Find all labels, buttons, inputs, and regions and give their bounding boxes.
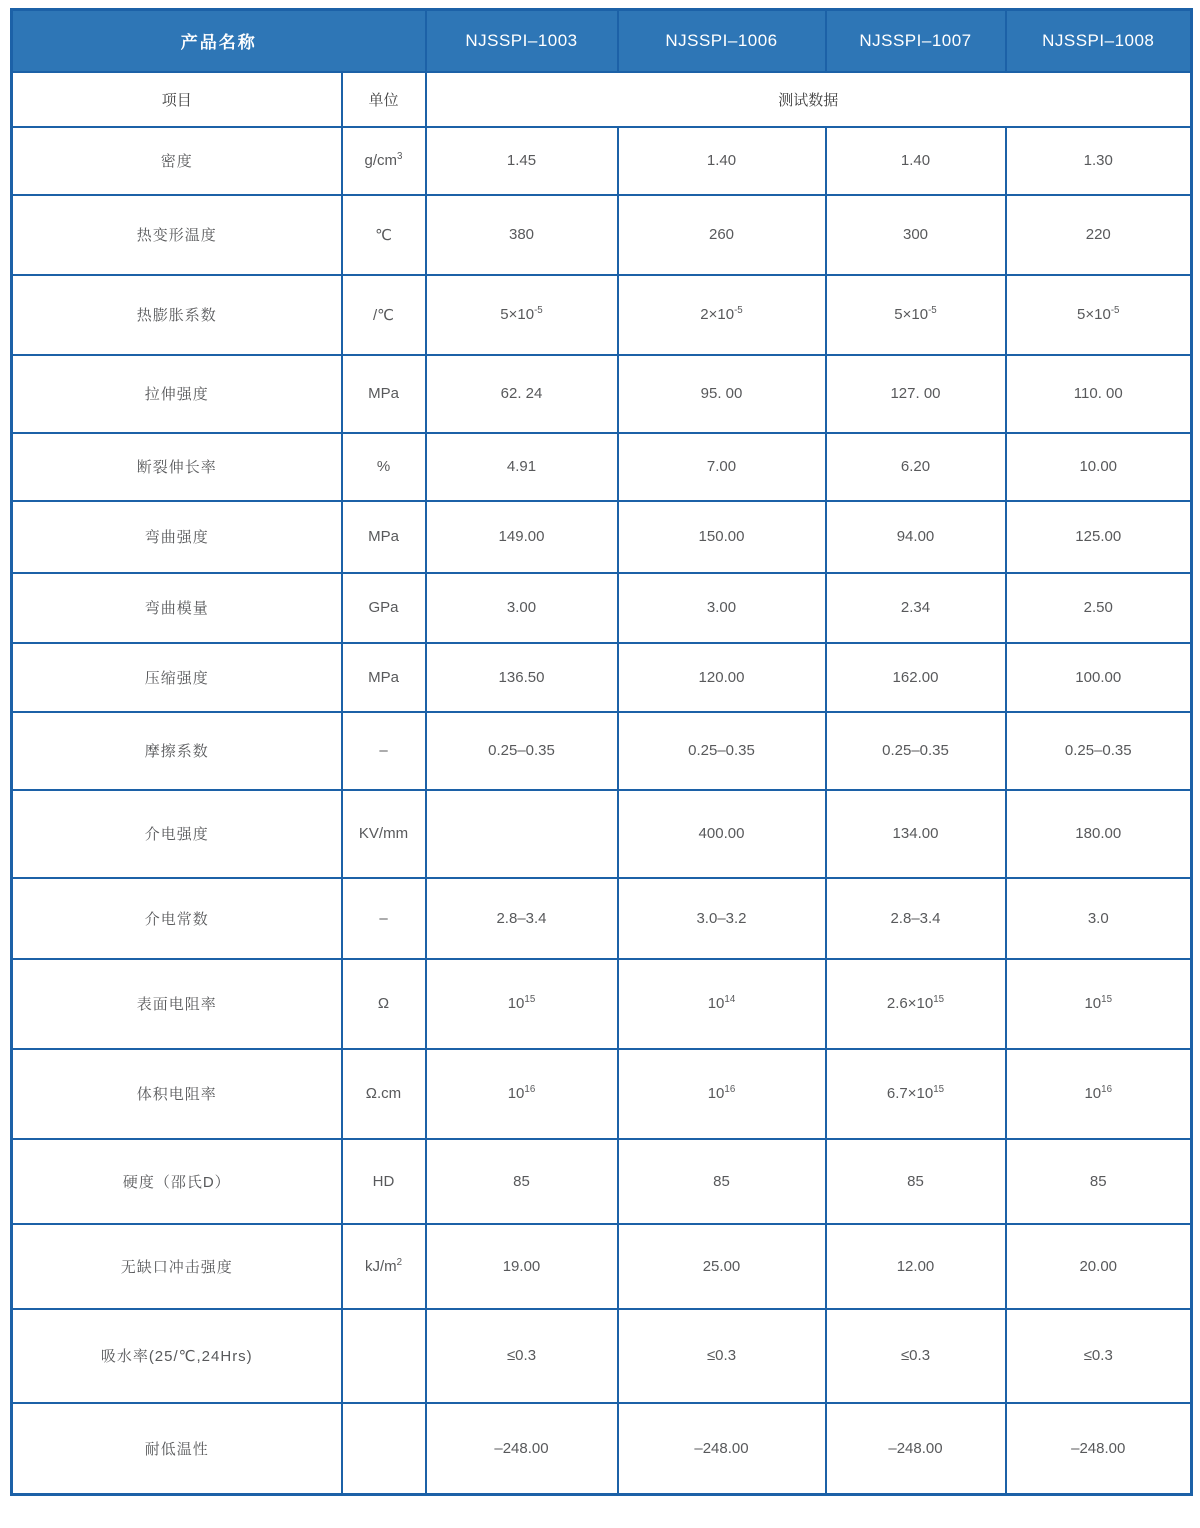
- item-cell: 耐低温性: [12, 1403, 342, 1495]
- unit-cell: $g/cm^3$: [342, 127, 426, 195]
- value-cell: 19.00: [426, 1224, 618, 1309]
- item-cell: 硬度（邵氏D）: [12, 1139, 342, 1224]
- value-cell: 0.25–0.35: [426, 712, 618, 790]
- value-cell: 2.50: [1006, 573, 1192, 643]
- unit-cell: Ω: [342, 959, 426, 1049]
- value-cell: 180.00: [1006, 790, 1192, 878]
- item-cell: 拉伸强度: [12, 355, 342, 433]
- unit-cell: [342, 1403, 426, 1495]
- table-row: [12, 1224, 1192, 1309]
- value-cell: 120.00: [618, 643, 826, 712]
- value-cell: –248.00: [1006, 1403, 1192, 1495]
- product-column-header-1003: NJSSPI–1003: [426, 10, 618, 72]
- item-cell: 体积电阻率: [12, 1049, 342, 1139]
- table-row: [12, 1139, 1192, 1224]
- value-cell: 3.0: [1006, 878, 1192, 959]
- table-row: [12, 790, 1192, 878]
- value-cell: –248.00: [826, 1403, 1006, 1495]
- value-cell: 3.00: [426, 573, 618, 643]
- value-cell: 3.0–3.2: [618, 878, 826, 959]
- table-row: [12, 1403, 1192, 1495]
- table-row: [12, 355, 1192, 433]
- table-row: [12, 878, 1192, 959]
- value-cell: 0.25–0.35: [618, 712, 826, 790]
- value-cell: 127. 00: [826, 355, 1006, 433]
- item-cell: 无缺口冲击强度: [12, 1224, 342, 1309]
- value-cell: $10^{15}$: [426, 959, 618, 1049]
- value-cell: 12.00: [826, 1224, 1006, 1309]
- item-cell: 压缩强度: [12, 643, 342, 712]
- value-cell: 2.34: [826, 573, 1006, 643]
- value-cell: 10.00: [1006, 433, 1192, 501]
- product-spec-table: [10, 8, 1193, 1496]
- item-cell: 弯曲模量: [12, 573, 342, 643]
- unit-cell: HD: [342, 1139, 426, 1224]
- table-row: [12, 127, 1192, 195]
- item-cell: 密度: [12, 127, 342, 195]
- value-cell: $10^{16}$: [426, 1049, 618, 1139]
- product-column-header-1007: NJSSPI–1007: [826, 10, 1006, 72]
- value-cell: 2.8–3.4: [426, 878, 618, 959]
- unit-cell: GPa: [342, 573, 426, 643]
- product-column-header-1008: NJSSPI–1008: [1006, 10, 1192, 72]
- unit-cell: Ω.cm: [342, 1049, 426, 1139]
- value-cell: 1.45: [426, 127, 618, 195]
- value-cell: 0.25–0.35: [826, 712, 1006, 790]
- value-cell: 94.00: [826, 501, 1006, 573]
- value-cell: $10^{15}$: [1006, 959, 1192, 1049]
- unit-cell: KV/mm: [342, 790, 426, 878]
- table-row: [12, 643, 1192, 712]
- table-row: [12, 959, 1192, 1049]
- item-cell: 表面电阻率: [12, 959, 342, 1049]
- value-cell: $5\times 10^{-5}$: [1006, 275, 1192, 355]
- item-cell: 断裂伸长率: [12, 433, 342, 501]
- unit-cell: MPa: [342, 355, 426, 433]
- value-cell: $10^{16}$: [1006, 1049, 1192, 1139]
- unit-cell: MPa: [342, 643, 426, 712]
- product-column-header-1006: NJSSPI–1006: [618, 10, 826, 72]
- value-cell: $5\times 10^{-5}$: [426, 275, 618, 355]
- table-subheader-row: [12, 72, 1192, 127]
- value-cell: ≤0.3: [1006, 1309, 1192, 1403]
- item-cell: 介电强度: [12, 790, 342, 878]
- value-cell: –248.00: [426, 1403, 618, 1495]
- value-cell: 125.00: [1006, 501, 1192, 573]
- table-header-row: [12, 10, 1192, 72]
- value-cell: 136.50: [426, 643, 618, 712]
- table-row: [12, 275, 1192, 355]
- value-cell: ≤0.3: [426, 1309, 618, 1403]
- table-row: [12, 712, 1192, 790]
- value-cell: 300: [826, 195, 1006, 275]
- value-cell: 2.8–3.4: [826, 878, 1006, 959]
- value-cell: ≤0.3: [618, 1309, 826, 1403]
- value-cell: 150.00: [618, 501, 826, 573]
- value-cell: 149.00: [426, 501, 618, 573]
- value-cell: 3.00: [618, 573, 826, 643]
- table-row: [12, 1309, 1192, 1403]
- value-cell: 7.00: [618, 433, 826, 501]
- unit-cell: –: [342, 878, 426, 959]
- table-body: [12, 127, 1192, 1495]
- unit-column-header: 单位: [342, 72, 426, 127]
- unit-cell: –: [342, 712, 426, 790]
- value-cell: $2.6\times 10^{15}$: [826, 959, 1006, 1049]
- value-cell: $6.7\times 10^{15}$: [826, 1049, 1006, 1139]
- value-cell: 1.30: [1006, 127, 1192, 195]
- table-row: [12, 501, 1192, 573]
- unit-cell: [342, 1309, 426, 1403]
- unit-cell: $kJ/m^2$: [342, 1224, 426, 1309]
- value-cell: 20.00: [1006, 1224, 1192, 1309]
- value-cell: 62. 24: [426, 355, 618, 433]
- value-cell: 100.00: [1006, 643, 1192, 712]
- value-cell: ≤0.3: [826, 1309, 1006, 1403]
- value-cell: 400.00: [618, 790, 826, 878]
- value-cell: 95. 00: [618, 355, 826, 433]
- value-cell: 134.00: [826, 790, 1006, 878]
- value-cell: 1.40: [826, 127, 1006, 195]
- item-cell: 介电常数: [12, 878, 342, 959]
- unit-cell: MPa: [342, 501, 426, 573]
- value-cell: 85: [426, 1139, 618, 1224]
- item-cell: 摩擦系数: [12, 712, 342, 790]
- item-cell: 热变形温度: [12, 195, 342, 275]
- value-cell: $10^{14}$: [618, 959, 826, 1049]
- product-name-header: 产品名称: [12, 10, 426, 72]
- value-cell: 260: [618, 195, 826, 275]
- value-cell: 6.20: [826, 433, 1006, 501]
- test-data-header: 测试数据: [426, 72, 1192, 127]
- unit-cell: %: [342, 433, 426, 501]
- value-cell: 0.25–0.35: [1006, 712, 1192, 790]
- value-cell: 220: [1006, 195, 1192, 275]
- value-cell: –248.00: [618, 1403, 826, 1495]
- value-cell: 25.00: [618, 1224, 826, 1309]
- table-row: [12, 433, 1192, 501]
- value-cell: 85: [826, 1139, 1006, 1224]
- table-row: [12, 1049, 1192, 1139]
- item-column-header: 项目: [12, 72, 342, 127]
- value-cell: $10^{16}$: [618, 1049, 826, 1139]
- value-cell: 4.91: [426, 433, 618, 501]
- table-row: [12, 195, 1192, 275]
- value-cell: $5\times 10^{-5}$: [826, 275, 1006, 355]
- value-cell: 110. 00: [1006, 355, 1192, 433]
- value-cell: [426, 790, 618, 878]
- value-cell: $2\times 10^{-5}$: [618, 275, 826, 355]
- value-cell: 85: [1006, 1139, 1192, 1224]
- value-cell: 162.00: [826, 643, 1006, 712]
- item-cell: 弯曲强度: [12, 501, 342, 573]
- value-cell: 1.40: [618, 127, 826, 195]
- value-cell: 380: [426, 195, 618, 275]
- unit-cell: ℃: [342, 195, 426, 275]
- value-cell: 85: [618, 1139, 826, 1224]
- item-cell: 热膨胀系数: [12, 275, 342, 355]
- table-row: [12, 573, 1192, 643]
- item-cell: 吸水率(25/℃,24Hrs): [12, 1309, 342, 1403]
- unit-cell: /℃: [342, 275, 426, 355]
